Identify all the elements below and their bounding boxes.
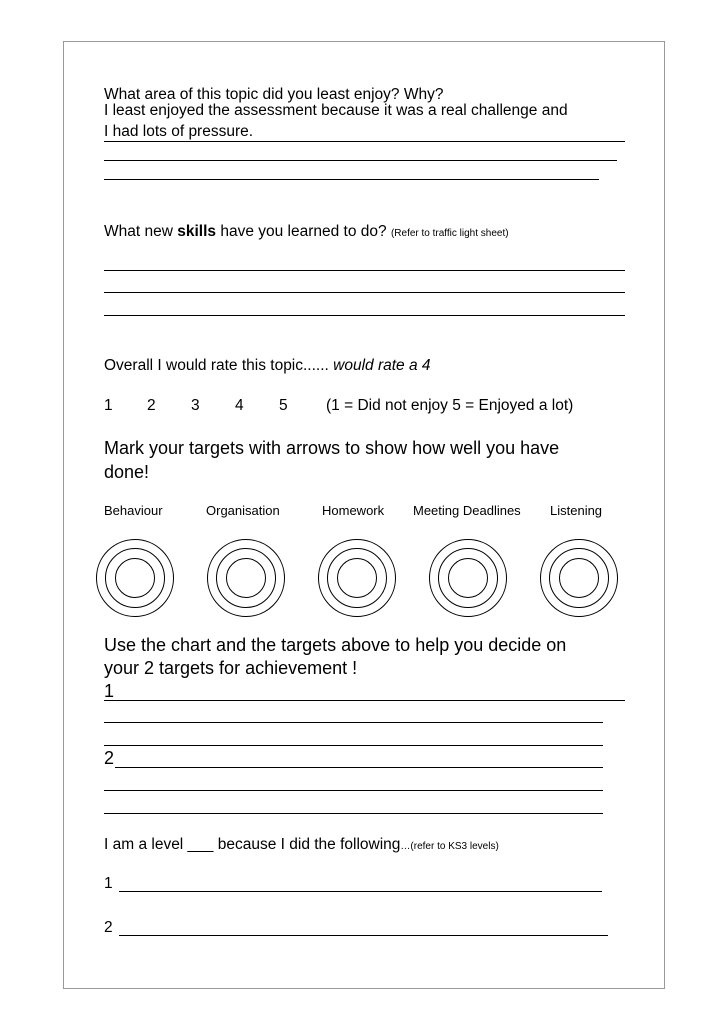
answer-line[interactable] [104,722,603,723]
answer-line[interactable] [104,813,603,814]
rating-legend: (1 = Did not enjoy 5 = Enjoyed a lot) [326,397,574,414]
rating-option-2[interactable]: 2 [147,397,156,414]
level-note: …(refer to KS3 levels) [400,841,499,852]
target-label-listening: Listening [550,503,603,518]
rating-prompt: Overall I would rate this topic...... would rate a 4 [104,357,431,374]
target-meeting-deadlines[interactable] [429,539,507,617]
rating-answer[interactable]: would rate a 4 [333,357,431,374]
achievement-heading-line-1: Use the chart and the targets above to help you decide on [104,635,567,655]
rating-option-1[interactable]: 1 [104,397,113,414]
level-item-2: 2 [104,919,113,936]
rating-option-5[interactable]: 5 [279,397,288,414]
target-bullseye [337,558,377,598]
answer-line[interactable] [104,700,625,701]
achievement-heading-line-2: your 2 targets for achievement ! [104,658,358,678]
rating-option-4[interactable]: 4 [235,397,244,414]
target-label-homework: Homework [322,503,385,518]
target-label-organisation: Organisation [206,503,280,518]
target-label-meeting-deadlines: Meeting Deadlines [413,503,521,518]
answer-line[interactable] [104,270,625,271]
achievement-item-1: 1 [104,681,115,701]
level-statement: I am a level ___ because I did the following…(refer to KS3 levels) [104,836,499,853]
target-label-behaviour: Behaviour [104,503,163,518]
answer-line[interactable] [104,790,603,791]
answer-line[interactable] [115,767,603,768]
skills-question: What new skills have you learned to do? (Refer to traffic light sheet) [104,223,509,240]
target-bullseye [226,558,266,598]
target-bullseye [115,558,155,598]
achievement-item-2: 2 [104,748,115,768]
answer-line[interactable] [119,935,608,936]
least-enjoy-answer-line-1[interactable]: I least enjoyed the assessment because it was a real challenge and [104,102,568,119]
targets-heading-line-1: Mark your targets with arrows to show how well you have [104,438,560,458]
least-enjoy-question: What area of this topic did you least enjoy? Why? [104,86,444,103]
answer-line[interactable] [119,891,602,892]
least-enjoy-answer-line-2[interactable]: I had lots of pressure. [104,123,254,140]
targets-heading-line-2: done! [104,462,150,482]
target-bullseye [559,558,599,598]
answer-line[interactable] [104,141,625,142]
answer-line[interactable] [104,292,625,293]
answer-line[interactable] [104,745,603,746]
target-behaviour[interactable] [96,539,174,617]
level-item-1: 1 [104,875,113,892]
target-bullseye [448,558,488,598]
target-listening[interactable] [540,539,618,617]
rating-option-3[interactable]: 3 [191,397,200,414]
answer-line[interactable] [104,315,625,316]
target-organisation[interactable] [207,539,285,617]
answer-line[interactable] [104,179,599,180]
skills-note: (Refer to traffic light sheet) [390,228,509,239]
target-homework[interactable] [318,539,396,617]
answer-line[interactable] [104,160,617,161]
